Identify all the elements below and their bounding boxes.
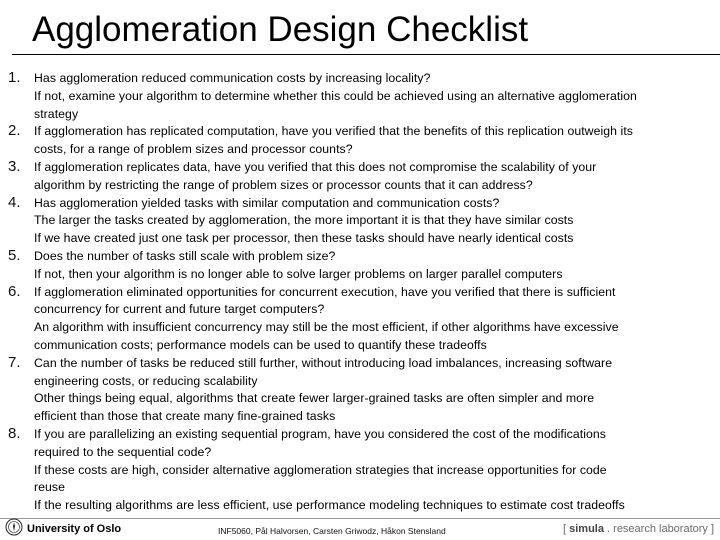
checklist-item [8, 70, 720, 123]
checklist-item [8, 248, 720, 284]
item-detail-line: If not, examine your algorithm to determine whether this could be achieved using an alternative agglomeration [34, 88, 637, 103]
checklist-item [8, 159, 720, 195]
item-question: If agglomeration has replicated computation, have you verified that the benefits of this replication outweigh its [34, 124, 633, 139]
university-seal-icon [5, 518, 23, 536]
item-detail-line: efficient than those that create many fine-grained tasks [34, 409, 336, 424]
course-authors: INF5060, Pål Halvorsen, Carsten Griwodz, Håkon Stensland [218, 526, 446, 536]
checklist [8, 70, 720, 515]
item-number: 2. [8, 122, 21, 140]
item-number: 4. [8, 193, 21, 211]
item-number: 6. [8, 282, 21, 300]
item-question: If agglomeration replicates data, have you verified that this does not compromise the scalability of your [34, 159, 597, 174]
item-detail-line: If we have created just one task per processor, then these tasks should have nearly identical costs [34, 231, 574, 246]
item-number: 8. [8, 424, 21, 442]
item-detail-line: If these costs are high, consider alternative agglomeration strategies that increase opportunities for code [34, 462, 607, 477]
title-divider [12, 54, 720, 55]
checklist-item [8, 426, 720, 515]
item-detail-line: Other things being equal, algorithms that create fewer larger-grained tasks are often simpler and more [34, 391, 595, 406]
lab-brand: simula [569, 523, 604, 535]
item-detail-line: required to the sequential code? [34, 444, 212, 459]
item-detail-line: reuse [34, 480, 66, 495]
item-detail-line: engineering costs, or reducing scalability [34, 373, 258, 388]
item-detail-line: An algorithm with insufficient concurrency may still be the most efficient, if other algorithms have excessive [34, 320, 619, 335]
item-detail-line: communication costs; performance models can be used to quantify these tradeoffs [34, 337, 487, 352]
checklist-item [8, 284, 720, 355]
lab-bracket-open: [ [563, 523, 570, 535]
footer-divider [0, 518, 720, 519]
item-detail-line: If not, then your algorithm is no longer able to solve larger problems on larger parallel computers [34, 266, 563, 281]
lab-name: . research laboratory ] [603, 523, 715, 535]
item-detail-line: The larger the tasks created by agglomeration, the more important it is that they have similar costs [34, 213, 574, 228]
item-question: Has agglomeration yielded tasks with similar computation and communication costs? [34, 195, 500, 210]
item-detail-line: concurrency for current and future target computers? [34, 302, 325, 317]
item-detail-line: algorithm by restricting the range of problem sizes or processor counts that it can address? [34, 177, 533, 192]
item-question: Can the number of tasks be reduced still further, without introducing load imbalances, increasing software [34, 355, 613, 370]
checklist-item [8, 123, 720, 159]
item-question: Has agglomeration reduced communication costs by increasing locality? [34, 71, 431, 85]
item-number: 7. [8, 353, 21, 371]
item-question: If agglomeration eliminated opportunities for concurrent execution, have you verified that there is sufficient [34, 284, 616, 299]
slide-title: Agglomeration Design Checklist [32, 10, 529, 49]
item-number: 5. [8, 246, 21, 264]
item-number: 3. [8, 157, 21, 175]
lab-logo [563, 523, 714, 535]
checklist-item [8, 355, 720, 426]
item-question: If you are parallelizing an existing sequential program, have you considered the cost of the modifications [34, 426, 606, 441]
checklist-item [8, 195, 720, 248]
item-detail-line: If the resulting algorithms are less efficient, use performance modeling techniques to estimate cost tradeoffs [34, 498, 625, 513]
university-name: University of Oslo [27, 523, 122, 535]
item-number: 1. [8, 69, 21, 86]
item-question: Does the number of tasks still scale with problem size? [34, 248, 336, 263]
item-detail-line: costs, for a range of problem sizes and processor counts? [34, 142, 353, 157]
item-detail-line: strategy [34, 106, 79, 121]
